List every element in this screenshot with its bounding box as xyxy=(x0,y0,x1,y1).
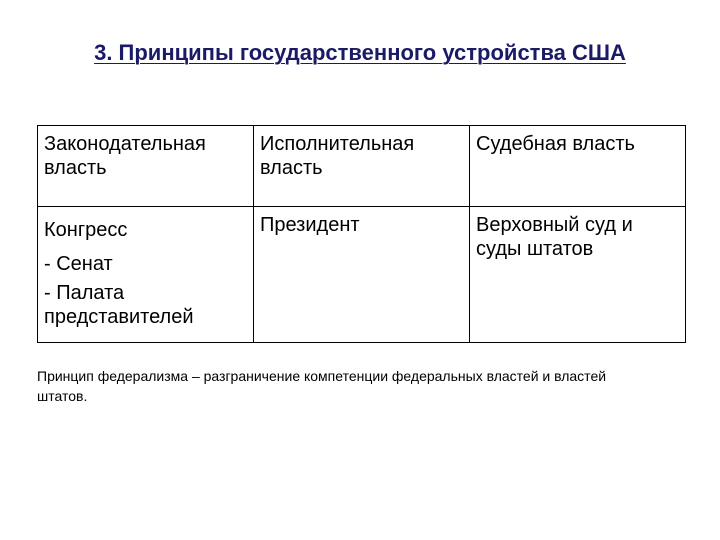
cell-judicial-bodies xyxy=(470,207,686,343)
branches-of-power-table xyxy=(37,125,686,343)
header-cell-legislative: Законодательная власть xyxy=(38,126,254,207)
cell-line-president: Президент xyxy=(260,214,360,236)
cell-line-courts: Верховный суд и суды штатов xyxy=(476,214,633,260)
table-header-row xyxy=(38,126,686,207)
federalism-footnote: Принцип федерализма – разграничение компетенции федеральных властей и властей штатов. xyxy=(37,368,607,404)
header-cell-executive: Исполнительная власть xyxy=(254,126,470,207)
cell-line-representatives: представителей xyxy=(44,306,194,328)
table-row xyxy=(38,207,686,343)
cell-line-senate: - Сенат xyxy=(44,253,113,275)
header-cell-judicial: Судебная власть xyxy=(470,126,686,207)
cell-legislative-bodies xyxy=(38,207,254,343)
cell-line-house: - Палата xyxy=(44,282,125,304)
cell-line-congress: Конгресс xyxy=(44,219,128,241)
slide-title: 3. Принципы государственного устройства США xyxy=(94,40,626,65)
cell-executive-bodies xyxy=(254,207,470,343)
